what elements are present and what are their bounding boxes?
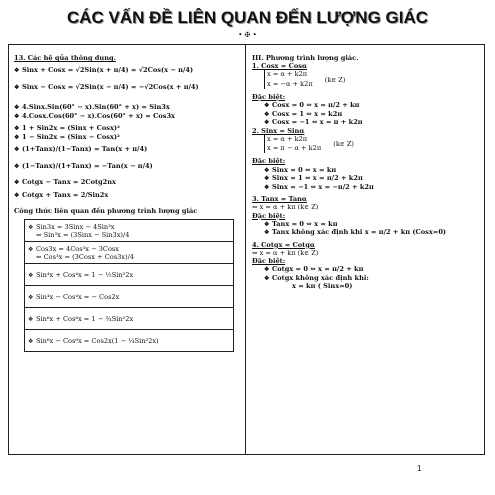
right-column [252,54,480,291]
table-cell [25,264,234,286]
table-row [25,286,234,308]
bullet-icon: ❖ [28,223,34,231]
subsection-heading: 3. Tanx = Tanα [252,195,307,204]
subsection-heading: 4. Cotgx = Cotgα [252,240,315,249]
table-row [25,242,234,264]
page-subtitle: • ✠ • [238,31,257,39]
formula-text: Cosx = −1 ⇔ x = π + k2π [272,118,363,127]
formula-text: 1 + Sin2x = (Sinx + Cosx)² [22,124,120,133]
formula-text: Sinx = −1 ⇔ x = −π/2 + k2π [272,182,374,191]
formula [14,162,242,171]
cell-text: ⇔ Sin³x = (3Sinx − Sin3x)/4 [36,231,130,240]
formula [14,66,242,75]
formula [14,83,242,92]
bullet-icon: ❖ [28,315,34,323]
section-heading-III: III. Phương trình lượng giác. [252,54,359,62]
solution-line: x = −α + k2π [267,79,313,88]
formula-text: 4.Cosx.Cos(60° − x).Cos(60° + x) = Cos3x [22,111,175,120]
k-condition: (k∈ Z) [324,75,346,84]
formula [252,228,480,237]
bullet-icon: ❖ [264,166,270,174]
formula-text: 4.Sinx.Sin(60° − x).Sin(60° + x) = Sin3x [22,103,170,112]
cell-text: ⇔ Cos³x = (3Cosx + Cos3x)/4 [36,253,135,262]
solution-line: x = π − α + k2π [267,144,322,153]
solution-system [252,135,480,153]
bullet-icon: ❖ [28,293,34,301]
bullet-icon: ❖ [28,245,34,253]
bullet-icon: ❖ [264,274,270,282]
formula-text: 1 − Sin2x = (Sinx − Cosx)² [22,132,120,141]
formula [252,166,480,175]
formula [252,183,480,192]
formula [14,133,242,142]
formula-text: Sinx − Cosx = √2Sin(x − π/4) = −√2Cos(x + π/4) [22,82,199,91]
formula [14,145,242,154]
page-title: CÁC VẤN ĐỀ LIÊN QUAN ĐẾN LƯỢNG GIÁC [66,8,429,27]
solution-line: ⇔ x = α + kπ (k∈ Z) [252,248,319,257]
formula-text: (1+Tanx)/(1−Tanx) = Tan(x + π/4) [22,145,148,154]
bullet-icon: ❖ [14,179,20,187]
formula [252,174,480,183]
bullet-icon: ❖ [264,175,270,183]
subsection-heading: 1. Cosx = Cosα [252,62,308,71]
formula [252,220,480,229]
formula [14,103,242,112]
bullet-icon: ❖ [264,266,270,274]
formula [14,178,242,187]
table-cell [25,286,234,308]
bullet-icon: ❖ [28,337,34,345]
formula-text: Sinx = 0 ⇔ x = kπ [272,165,337,174]
k-condition: (k∈ Z) [333,140,354,149]
brace [264,135,321,153]
formula [252,101,480,110]
cell-text: Sin⁴x + Cos⁴x = 1 − ½Sin²2x [36,270,134,279]
bullet-icon: ❖ [14,83,20,91]
bullet-icon: ❖ [264,119,270,127]
formula [252,265,480,274]
table-cell [25,220,234,242]
formula-text: Cotgx = 0 ⇔ x = π/2 + kπ [272,265,364,274]
formula-text: (1−Tanx)/(1+Tanx) = −Tan(x − π/4) [22,161,153,170]
section-heading-13: 13. Các hệ qủa thông dụng. [14,54,116,62]
formula-text: Tanx không xác định khi x = π/2 + kπ (Cosx=0) [272,228,447,237]
cell-text: Cos3x = 4Cos³x − 3Cosx [36,244,120,253]
bullet-icon: ❖ [14,191,20,199]
solution-system [252,70,480,88]
special-cases-label: Đặc biệt: [252,92,286,101]
bullet-icon: ❖ [28,271,34,279]
bullet-icon: ❖ [14,146,20,154]
formula-text: Cotgx + Tanx = 2/Sin2x [22,190,109,199]
formula [252,110,480,119]
cell-text: Sin⁶x + Cos⁶x = 1 − ¾Sin²2x [36,314,134,323]
table-row [25,330,234,352]
bullet-icon: ❖ [264,183,270,191]
bullet-icon: ❖ [14,104,20,112]
special-cases-label: Đặc biệt: [252,211,286,220]
solution-line: x = α + k2π [267,70,308,79]
brace [264,70,313,88]
page-number: 1 [417,464,422,473]
formula-text: Cosx = 0 ⇔ x = π/2 + kπ [272,101,360,110]
bullet-icon: ❖ [14,67,20,75]
formula-text: Tanx = 0 ⇔ x = kπ [272,219,338,228]
bullet-icon: ❖ [14,112,20,120]
left-column [14,54,242,352]
table-row [25,264,234,286]
special-cases-label: Đặc biệt: [252,257,286,266]
bullet-icon: ❖ [264,110,270,118]
subsection-heading: 2. Sinx = Sinα [252,126,305,135]
formula-table [24,219,234,352]
bullet-icon: ❖ [14,162,20,170]
formula-text: Sinx = 1 ⇔ x = π/2 + k2π [272,174,363,183]
special-cases-label: Đặc biệt: [252,157,286,166]
table-cell [25,330,234,352]
bullet-icon: ❖ [14,125,20,133]
formula [252,118,480,127]
formula [14,112,242,121]
bullet-icon: ❖ [264,102,270,110]
formula-text: Cosx = 1 ⇔ x = k2π [272,109,343,118]
formula-text: x = kπ ( Sinx=0) [292,282,353,291]
solution-line: x = α + k2π [267,134,308,143]
bullet-icon: ❖ [264,229,270,237]
table-cell [25,242,234,264]
table-heading: Công thức liên quan đến phương trình lượng giác [14,207,198,216]
formula-text: Cotgx không xác định khi: [272,273,369,282]
table-cell [25,308,234,330]
cell-text: Sin⁴x − Cos⁴x = − Cos2x [36,292,120,301]
formula [252,274,480,283]
bullet-icon: ❖ [264,220,270,228]
formula-text: Cotgx − Tanx = 2Cotg2nx [22,178,116,187]
table-row [25,308,234,330]
formula-text: Sinx + Cosx = √2Sin(x + π/4) = √2Cos(x − π/4) [22,66,194,75]
table-row [25,220,234,242]
bullet-icon: ❖ [14,133,20,141]
cell-text: Sin⁶x − Cos⁶x = Cos2x(1 − ¼Sin²2x) [36,336,159,345]
formula [14,124,242,133]
cell-text: Sin3x = 3Sinx − 4Sin³x [36,222,115,231]
column-divider [245,44,246,455]
formula [14,191,242,200]
solution-line: ⇔ x = α + kπ (k∈ Z) [252,203,319,212]
